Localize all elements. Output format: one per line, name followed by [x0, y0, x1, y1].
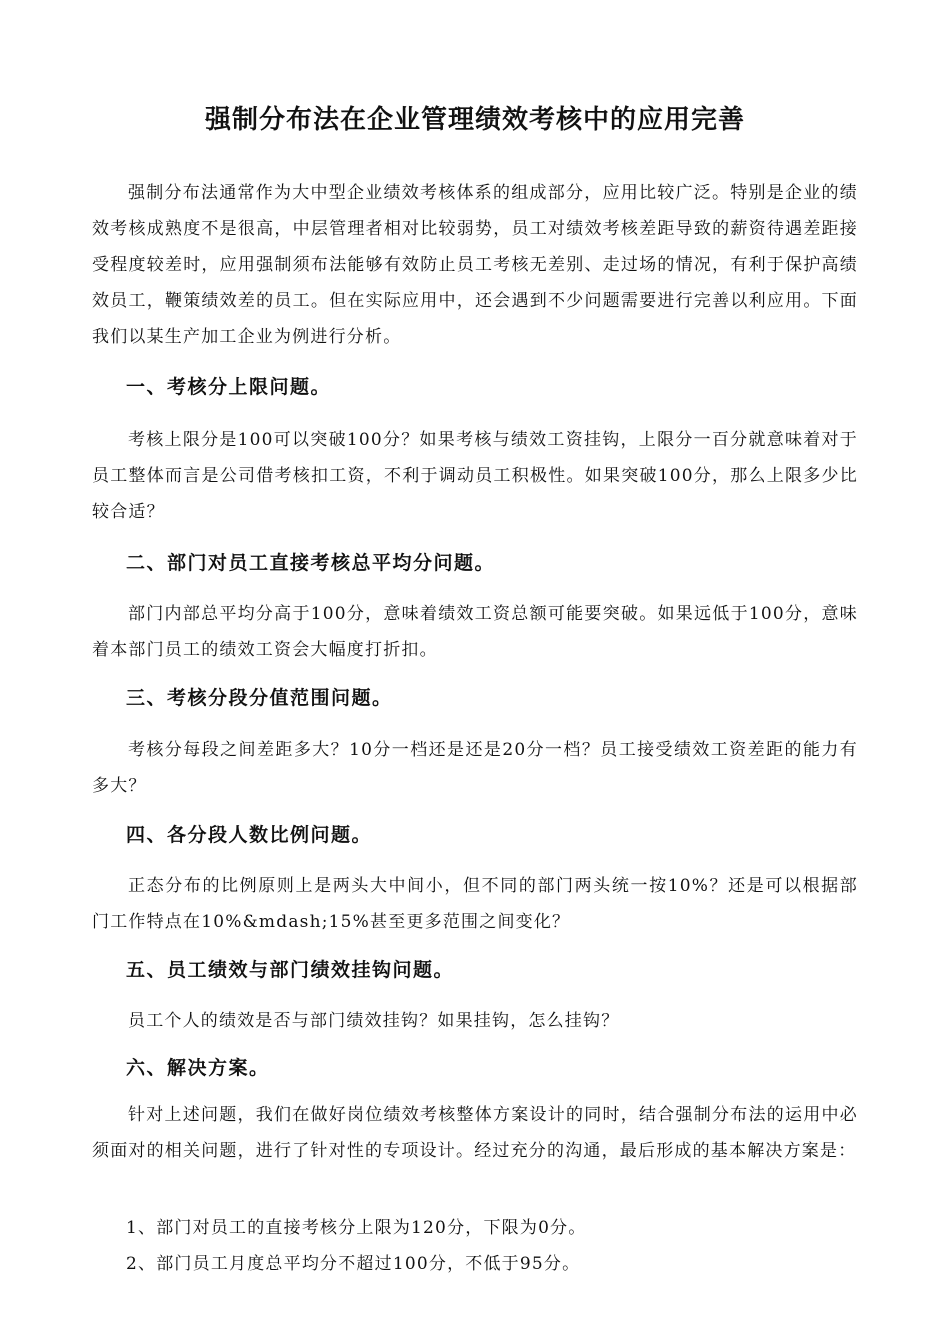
section-heading-solution: 六、解决方案。	[126, 1057, 270, 1079]
section-heading-upper-limit: 一、考核分上限问题。	[126, 376, 332, 398]
section-text-score-ranges: 考核分每段之间差距多大？10分一档还是还是20分一档？员工接受绩效工资差距的能力有多大？	[92, 740, 858, 796]
solution-list-item: 2、部门员工月度总平均分不超过100分，不低于95分。	[126, 1254, 581, 1274]
section-text-upper-limit: 考核上限分是100可以突破100分？如果考核与绩效工资挂钩，上限分一百分就意味着对于员工整体而言是公司借考核扣工资，不利于调动员工积极性。如果突破100分，那么上限多少比较合适？	[92, 430, 858, 522]
intro-paragraph: 强制分布法通常作为大中型企业绩效考核体系的组成部分，应用比较广泛。特别是企业的绩效考核成熟度不是很高，中层管理者相对比较弱势，员工对绩效考核差距导致的薪资待遇差距接受程度较差时，应用强制须布法能够有效防止员工考核无差别、走过场的情况，有利于保护高绩效员工，鞭策绩效差的员工。但在实际应用中，还会遇到不少问题需要进行完善以利应用。下面我们以某生产加工企业为例进行分析。	[92, 183, 858, 347]
section-text-ratios: 正态分布的比例原则上是两头大中间小，但不同的部门两头统一按10%？还是可以根据部门工作特点在10%&mdash;15%甚至更多范围之间变化？	[92, 876, 858, 932]
section-heading-performance-link: 五、员工绩效与部门绩效挂钩问题。	[126, 959, 455, 981]
section-text-performance-link: 员工个人的绩效是否与部门绩效挂钩？如果挂钩，怎么挂钩？	[128, 1011, 620, 1031]
section-heading-score-ranges: 三、考核分段分值范围问题。	[126, 687, 393, 709]
section-heading-ratios: 四、各分段人数比例问题。	[126, 824, 373, 846]
section-text-department-average: 部门内部总平均分高于100分，意味着绩效工资总额可能要突破。如果远低于100分，意味着本部门员工的绩效工资会大幅度打折扣。	[92, 604, 858, 660]
solution-list-item: 1、部门对员工的直接考核分上限为120分，下限为0分。	[126, 1218, 587, 1238]
section-text-solution: 针对上述问题，我们在做好岗位绩效考核整体方案设计的同时，结合强制分布法的运用中必须面对的相关问题，进行了针对性的专项设计。经过充分的沟通，最后形成的基本解决方案是：	[92, 1105, 858, 1161]
section-heading-department-average: 二、部门对员工直接考核总平均分问题。	[126, 552, 496, 574]
document-title: 强制分布法在企业管理绩效考核中的应用完善	[204, 105, 745, 135]
